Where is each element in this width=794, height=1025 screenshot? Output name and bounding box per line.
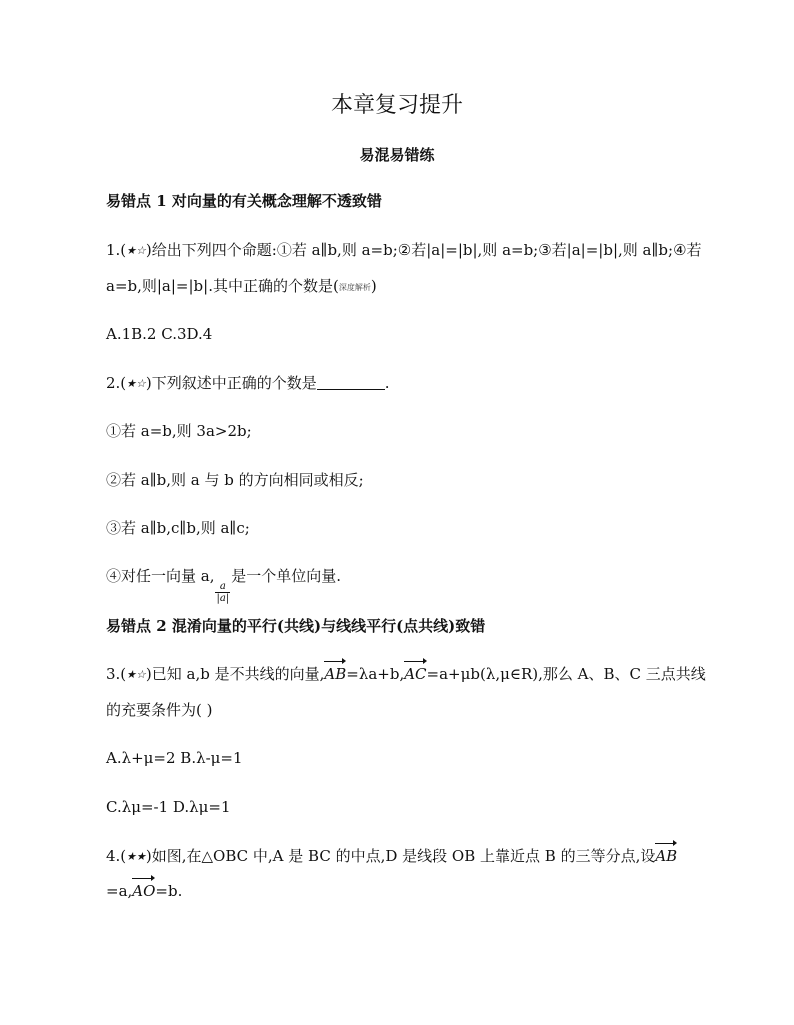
- vector-ac: AC: [404, 660, 426, 684]
- question-2-item-1: ①若 a=b,则 3a>2b;: [106, 422, 252, 440]
- question-3-options-1: A.λ+μ=2 B.λ-μ=1: [106, 749, 243, 767]
- vector-ao: AO: [132, 877, 155, 901]
- difficulty-star-icon: ★★: [126, 850, 146, 863]
- difficulty-star-icon: ★☆: [126, 668, 146, 681]
- deep-analysis-tag: 深度解析: [338, 283, 371, 292]
- section-heading-2: 易错点 2 混淆向量的平行(共线)与线线平行(点共线)致错: [106, 617, 486, 635]
- question-4-line-2: =a,AO=b.: [106, 881, 182, 901]
- section-heading-1: 易错点 1 对向量的有关概念理解不透致错: [106, 192, 382, 210]
- question-2-item-3: ③若 a∥b,c∥b,则 a∥c;: [106, 519, 250, 537]
- question-2-item-4: ④对任一向量 a, $\frac{a}{|a|}$ 是一个单位向量.: [106, 567, 341, 604]
- unit-vector-fraction: $\frac{a}{|a|}$: [216, 581, 230, 604]
- question-1-line-2: a=b,则|a|=|b|.其中正确的个数是(深度解析): [106, 277, 377, 295]
- question-2-item-2: ②若 a∥b,则 a 与 b 的方向相同或相反;: [106, 471, 364, 489]
- vector-ab: AB: [324, 660, 346, 684]
- page-title: 本章复习提升: [330, 93, 463, 118]
- question-2-stem: 2.(★☆)下列叙述中正确的个数是 .: [106, 374, 390, 392]
- question-3-line-1: 3.(★☆)已知 a,b 是不共线的向量,AB=λa+b,AC=a+μb(λ,μ∈R),那么 A、B、C 三点共线: [106, 664, 706, 685]
- difficulty-star-icon: ★☆: [126, 244, 146, 257]
- page-subtitle: 易混易错练: [359, 146, 435, 164]
- answer-blank: [317, 375, 385, 390]
- question-3-line-2: 的充要条件为( ): [106, 701, 213, 719]
- question-3-options-2: C.λμ=-1 D.λμ=1: [106, 798, 231, 816]
- vector-ab: AB: [655, 842, 677, 866]
- question-1-options: A.1B.2 C.3D.4: [106, 325, 213, 343]
- question-4-line-1: 4.(★★)如图,在△OBC 中,A 是 BC 的中点,D 是线段 OB 上靠近点 B 的三等分点,设AB: [106, 846, 677, 867]
- question-1-line-1: 1.(★☆)给出下列四个命题:①若 a∥b,则 a=b;②若|a|=|b|,则 a=b;③若|a|=|b|,则 a∥b;④若: [106, 241, 702, 259]
- difficulty-star-icon: ★☆: [126, 377, 146, 390]
